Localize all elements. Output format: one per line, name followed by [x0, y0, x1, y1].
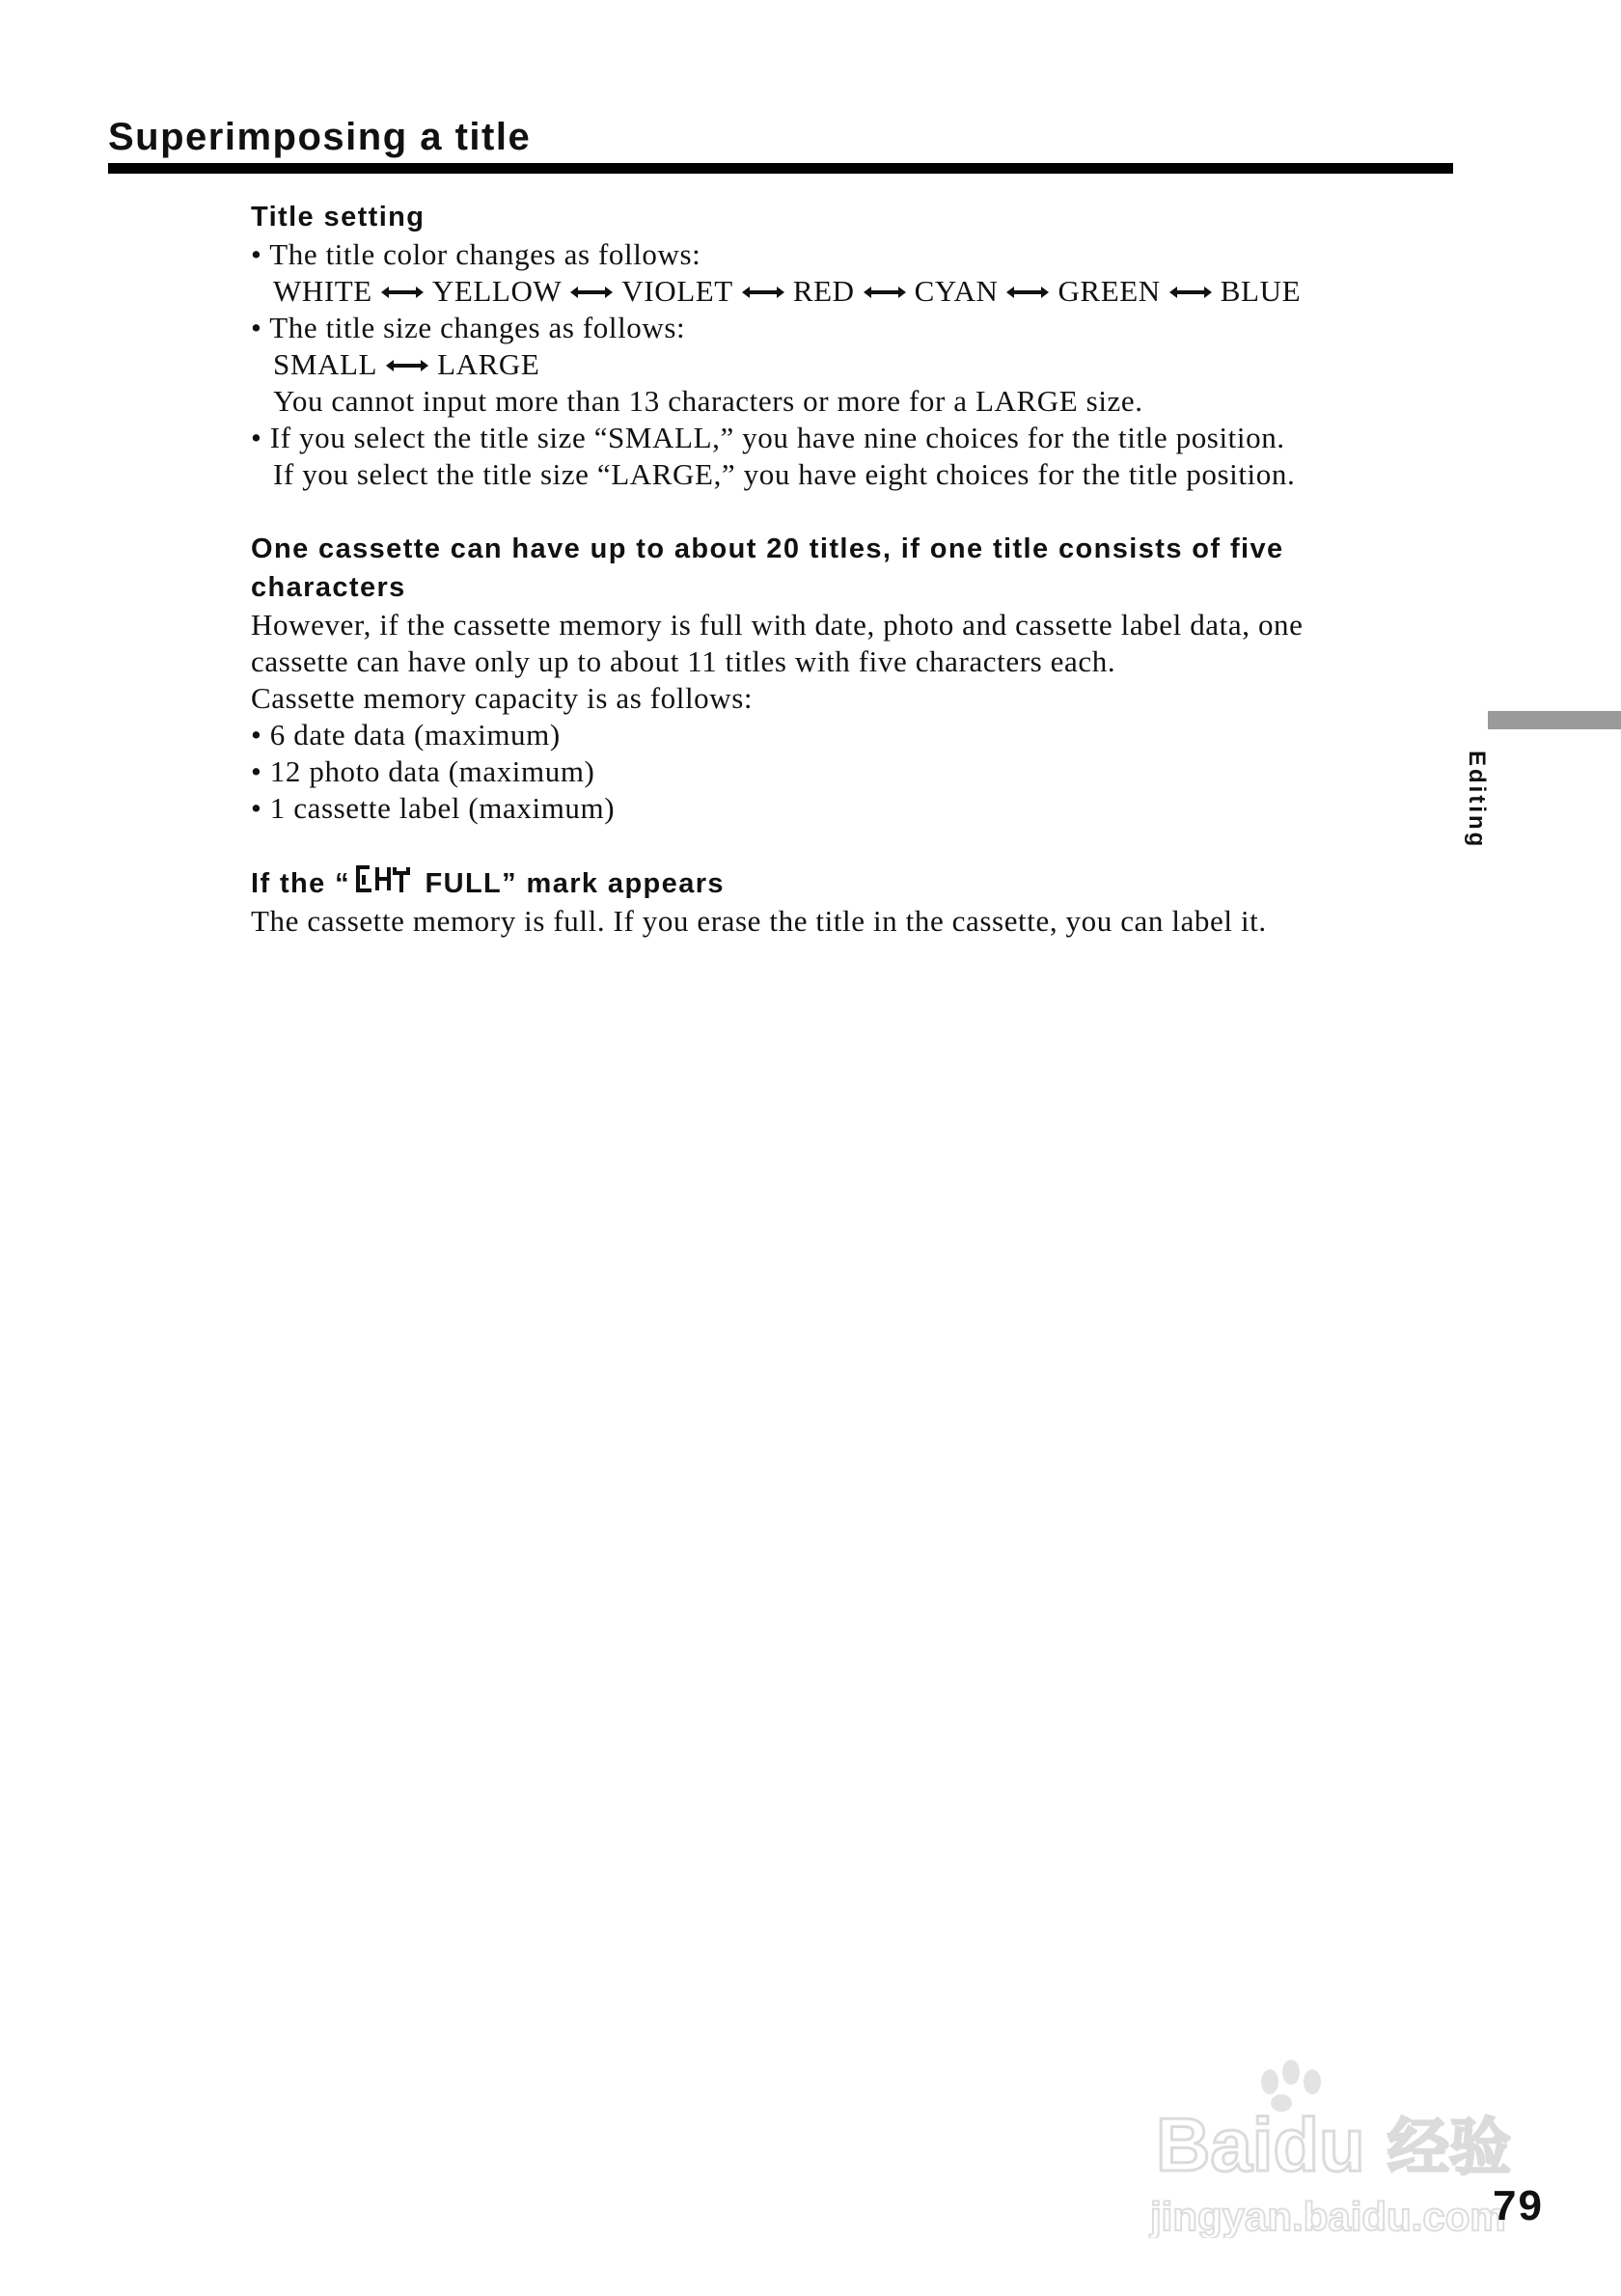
cassette-memory-icon: [354, 863, 412, 896]
option-value: LARGE: [437, 347, 540, 381]
text-line: Cassette memory capacity is as follows:: [251, 681, 754, 715]
text-line: • The title color changes as follows:: [251, 237, 701, 271]
section-2: [251, 530, 1447, 827]
baidu-watermark: [1146, 2045, 1532, 2238]
double-arrow-icon: [385, 359, 429, 372]
text-line: • 12 photo data (maximum): [251, 754, 595, 788]
text-line: You cannot input more than 13 characters or more for a LARGE size.: [273, 384, 1143, 418]
double-arrow-icon: [380, 286, 425, 299]
section-1: [251, 198, 1447, 493]
watermark-brand-cn: 经验: [1387, 2113, 1511, 2184]
text-line: • 1 cassette label (maximum): [251, 791, 616, 825]
section-tab-label: Editing: [1464, 751, 1490, 850]
section-tab-bar: [1488, 711, 1621, 729]
option-value: YELLOW: [431, 274, 563, 308]
option-value: WHITE: [273, 274, 372, 308]
section-heading: One cassette can have up to about 20 titles, if one title consists of five characters: [251, 533, 1284, 603]
watermark-brand: Baidu: [1156, 2102, 1365, 2187]
section-3: [251, 863, 1447, 940]
option-value: BLUE: [1220, 274, 1302, 308]
text-line: [251, 273, 1447, 310]
double-arrow-icon: [741, 286, 785, 299]
text-line: • If you select the title size “SMALL,” you have nine choices for the title position.: [251, 421, 1285, 454]
double-arrow-icon: [863, 286, 907, 299]
text-line: If you select the title size “LARGE,” you have eight choices for the title position.: [273, 457, 1296, 491]
text-line: • The title size changes as follows:: [251, 311, 686, 344]
text-line: [251, 346, 1447, 383]
text-line: cassette can have only up to about 11 titles with five characters each.: [251, 644, 1116, 678]
section-heading: Title setting: [251, 202, 426, 232]
page-title: Superimposing a title: [108, 116, 532, 158]
section-heading: [251, 863, 1447, 903]
page-number: 79: [1493, 2182, 1544, 2229]
double-arrow-icon: [569, 286, 614, 299]
option-value: GREEN: [1058, 274, 1161, 308]
text-line: The cassette memory is full. If you erase the title in the cassette, you can label it.: [251, 904, 1267, 938]
heading-part: If the “: [251, 868, 351, 899]
option-value: RED: [792, 274, 855, 308]
option-value: CYAN: [914, 274, 999, 308]
text-line: However, if the cassette memory is full with date, photo and cassette label data, one: [251, 608, 1304, 642]
text-line: • 6 date data (maximum): [251, 718, 561, 752]
option-value: SMALL: [273, 347, 378, 381]
double-arrow-icon: [1168, 286, 1213, 299]
option-value: VIOLET: [621, 274, 733, 308]
double-arrow-icon: [1005, 286, 1050, 299]
main-content: [251, 198, 1447, 976]
watermark-url: jingyan.baidu.com: [1150, 2194, 1506, 2238]
heading-part: FULL” mark appears: [416, 868, 725, 899]
title-rule: [108, 163, 1453, 174]
